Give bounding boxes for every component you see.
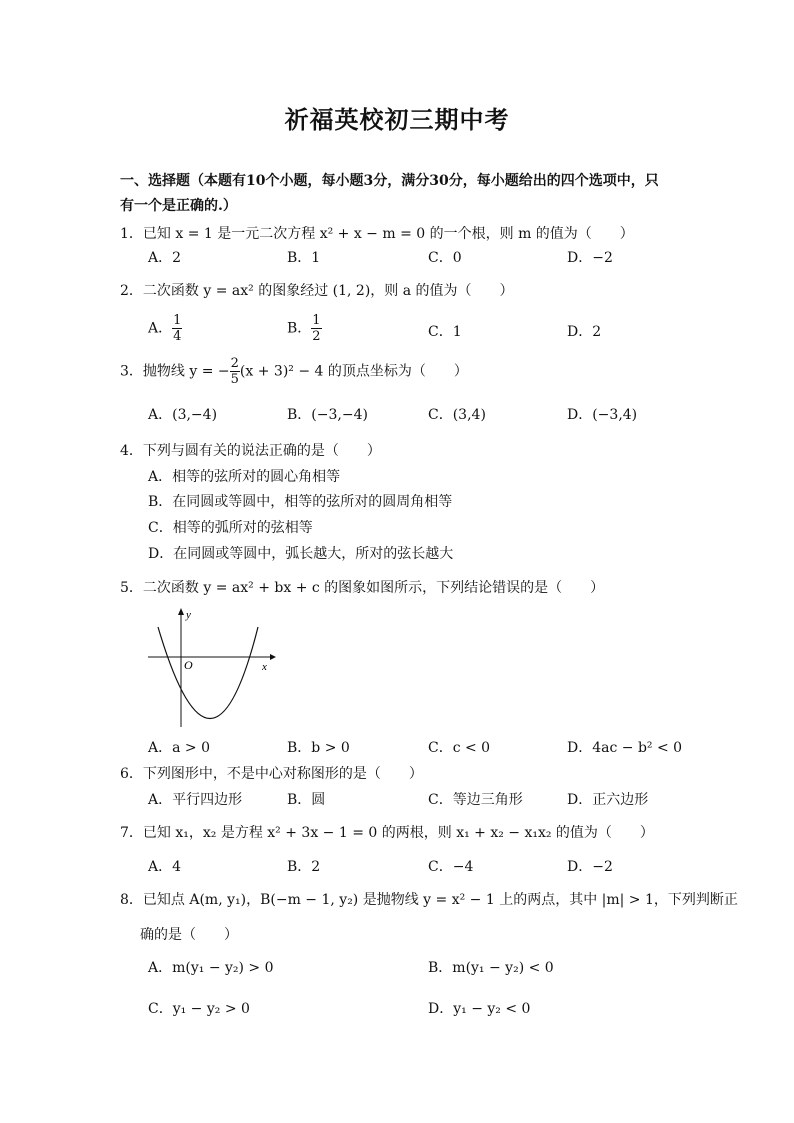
q6-stem: 6．下列图形中，不是中心对称图形的是（ ） [120,766,423,782]
q3-option-d: D．(−3,4) [567,407,638,423]
q6-option-c: C．等边三角形 [428,792,523,808]
q8-option-a: A．m(y₁ − y₂) > 0 [148,960,274,976]
q7-option-d: D．−2 [567,859,613,875]
q3-option-c: C．(3,4) [428,407,486,423]
q2-option-a-fraction [172,313,182,344]
q8-stem-line2: 确的是（ ） [140,927,238,943]
page-title: 祈福英校初三期中考 [284,105,510,134]
q2-option-b [287,313,322,344]
q1-stem: 1．已知 x = 1 是一元二次方程 x² + x − m = 0 的一个根，则 m 的值为（ ） [120,226,634,242]
q7-stem: 7．已知 x₁，x₂ 是方程 x² + 3x − 1 = 0 的两根，则 x₁ + x₂ − x₁x₂ 的值为（ ） [120,825,654,841]
q4-option-a: A．相等的弦所对的圆心角相等 [148,469,341,485]
section-heading-line2: 有一个是正确的.） [120,198,237,214]
q7-option-c: C．−4 [428,859,474,875]
x-axis-arrow [270,654,276,660]
q2-a-denominator: 4 [173,329,182,344]
q5-option-d: D．4ac − b² < 0 [567,740,683,756]
q1-option-a: A．2 [148,250,182,266]
q2-option-b-prefix: B． [287,320,312,337]
q2-option-b-fraction [311,313,321,344]
q8-stem-line1: 8．已知点 A(m, y₁)，B(−m − 1, y₂) 是抛物线 y = x² − 1 上的两点，其中 |m| > 1，下列判断正 [120,892,738,908]
q3-option-b: B．(−3,−4) [287,407,368,423]
q8-option-c: C．y₁ − y₂ > 0 [148,1001,250,1017]
q3-stem [120,356,468,387]
q3-stem-pre: 3．抛物线 y = − [120,363,230,380]
origin-label: O [184,658,193,672]
q3-stem-fraction [230,356,240,387]
q3-stem-numerator: 2 [230,356,239,371]
q3-stem-denominator: 5 [230,372,239,387]
q4-option-c: C．相等的弧所对的弦相等 [148,520,313,536]
y-axis-arrow [178,608,184,615]
q3-option-a: A．(3,−4) [148,407,218,423]
q2-stem: 2．二次函数 y = ax² 的图象经过 (1, 2)，则 a 的值为（ ） [120,283,514,299]
q6-option-b: B．圆 [287,792,326,808]
q7-option-a: A．4 [148,859,182,875]
q5-option-a: A．a > 0 [148,740,210,756]
x-axis-label: x [262,661,267,673]
q2-option-d: D．2 [567,324,602,340]
q2-a-numerator: 1 [173,313,182,328]
q3-stem-post: (x + 3)² − 4 的顶点坐标为（ ） [239,363,468,380]
q4-stem: 4．下列与圆有关的说法正确的是（ ） [120,443,381,459]
q4-option-b: B．在同圆或等圆中，相等的弦所对的圆周角相等 [148,494,453,510]
q5-option-c: C．c < 0 [428,740,491,756]
q2-option-a-prefix: A． [148,320,173,337]
q2-b-denominator: 2 [312,329,321,344]
q7-option-b: B．2 [287,859,321,875]
parabola-curve [158,627,258,719]
q8-option-b: B．m(y₁ − y₂) < 0 [428,960,554,976]
y-axis-label: y [186,609,191,621]
q2-option-a [148,313,182,344]
q5-parabola-graph [140,605,280,730]
q1-option-c: C．0 [428,250,462,266]
q1-option-b: B．1 [287,250,321,266]
q4-option-d: D．在同圆或等圆中，弧长越大，所对的弦长越大 [148,546,454,562]
q1-option-d: D．−2 [567,250,613,266]
section-heading-line1: 一、选择题（本题有10个小题，每小题3分，满分30分，每小题给出的四个选项中，只 [120,173,659,189]
q6-option-d: D．正六边形 [567,792,649,808]
q5-option-b: B．b > 0 [287,740,350,756]
q5-stem: 5．二次函数 y = ax² + bx + c 的图象如图所示，下列结论错误的是（ ） [120,580,605,596]
q2-option-c: C．1 [428,324,462,340]
q8-option-d: D．y₁ − y₂ < 0 [428,1001,531,1017]
q6-option-a: A．平行四边形 [148,792,243,808]
q2-b-numerator: 1 [312,313,321,328]
